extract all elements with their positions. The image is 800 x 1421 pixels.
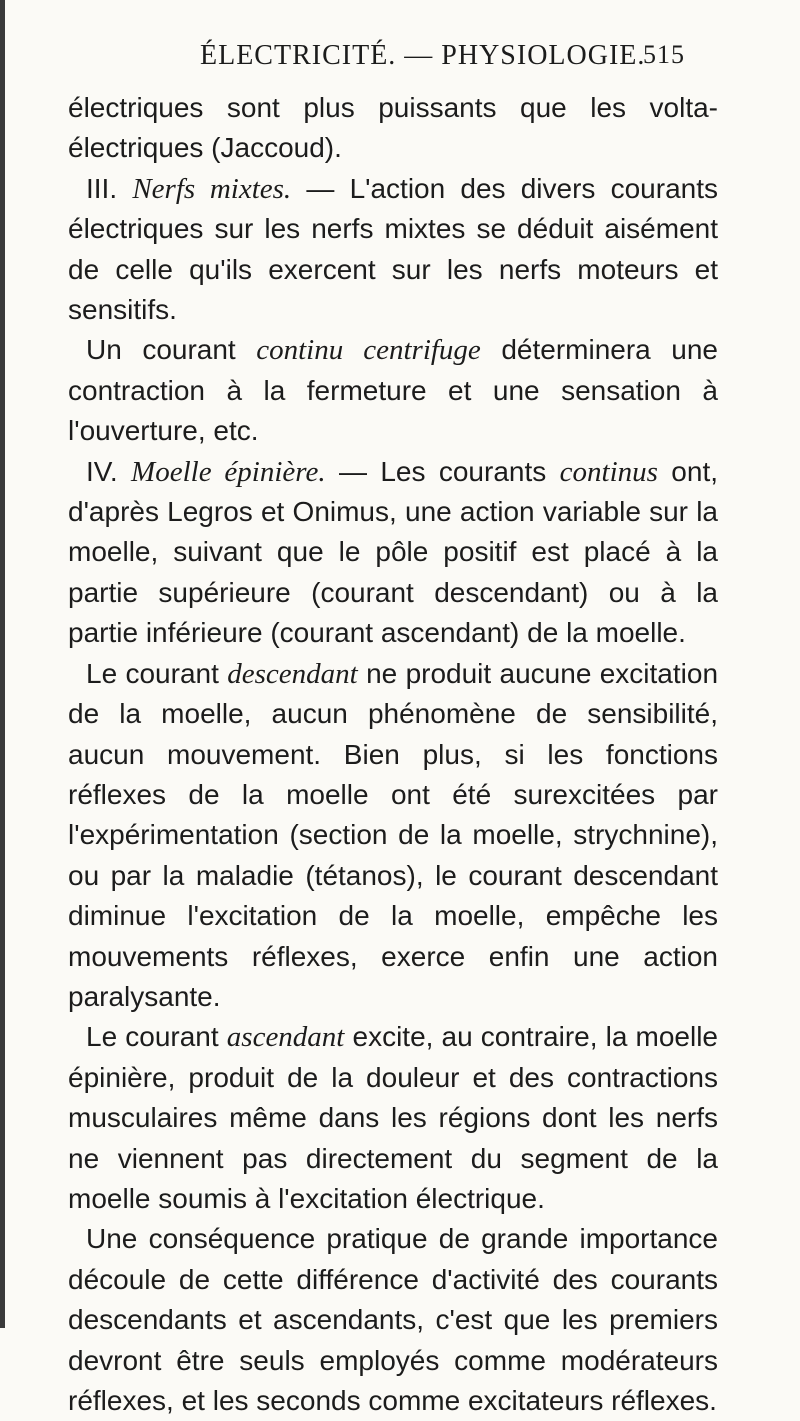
paragraph-2-text: — L'action des divers courants électriques sur les nerfs mixtes se déduit aisément de celle qu'ils exercent sur les nerfs moteurs et sensitifs. xyxy=(68,172,719,326)
paragraph-4-emphasis: continus xyxy=(559,455,658,488)
paragraph-consequence xyxy=(68,1219,718,1421)
paragraph-courant-descendant xyxy=(68,654,718,1018)
paragraph-3-lead: Un courant xyxy=(86,334,236,366)
paragraph-5-emphasis: descendant xyxy=(227,657,358,690)
paragraph-courant-continu xyxy=(68,330,718,451)
section-title: Moelle épinière. xyxy=(131,455,326,488)
running-header xyxy=(0,40,800,80)
paragraph-6-text: excite, au contraire, la moelle épinière, produit de la douleur et des contractions musculaires même dans les régions dont les nerfs ne viennent pas directement du segment de la moelle soumis à l'excitation électrique. xyxy=(68,1021,719,1214)
paragraph-3-text: déterminera une contraction à la fermeture et une sensation à l'ouverture, etc. xyxy=(68,334,718,447)
page-number: 515 xyxy=(643,40,685,69)
paragraph-4-text: ont, d'après Legros et Onimus, une action variable sur la moelle, suivant que le pôle positif est placé à la partie supérieure (courant descendant) ou à la partie inférieure (courant ascendant) de la moelle. xyxy=(68,455,718,649)
paragraph-nerfs-mixtes xyxy=(68,169,718,331)
paragraph-moelle-epiniere xyxy=(68,452,718,654)
paragraph-1-text: électriques sont plus puissants que les volta-électriques (Jaccoud). xyxy=(68,92,718,164)
section-title: Nerfs mixtes. xyxy=(132,172,292,205)
header-title: ÉLECTRICITÉ. — PHYSIOLOGIE. xyxy=(200,40,646,71)
section-number: III. xyxy=(86,172,118,204)
body-text xyxy=(68,88,718,1421)
paragraph-5-text: ne produit aucune excitation de la moelle, aucun phénomène de sensibilité, aucun mouvement. Bien plus, si les fonctions réflexes de la moelle ont été surexcitées par l'expérimentation (section de la moelle, strychnine), ou par la maladie (tétanos), le courant descendant diminue l'excitation de la moelle, empêche les mouvements réflexes, exerce enfin une action paralysante. xyxy=(68,657,719,1012)
section-number: IV. xyxy=(86,455,118,487)
paragraph-1 xyxy=(68,88,718,169)
paragraph-6-lead: Le courant xyxy=(86,1021,219,1053)
paragraph-3-emphasis: continu centrifuge xyxy=(256,334,481,367)
paragraph-4-mid: — Les courants xyxy=(338,455,547,487)
paragraph-courant-ascendant xyxy=(68,1017,718,1219)
paragraph-7-text: Une conséquence pratique de grande importance découle de cette différence d'activité des courants descendants et ascendants, c'est que les premiers devront être seuls employés comme modérateurs réflexes, et les seconds comme excitateurs réflexes. xyxy=(68,1223,718,1416)
paragraph-6-emphasis: ascendant xyxy=(226,1021,345,1054)
paragraph-5-lead: Le courant xyxy=(86,657,219,689)
